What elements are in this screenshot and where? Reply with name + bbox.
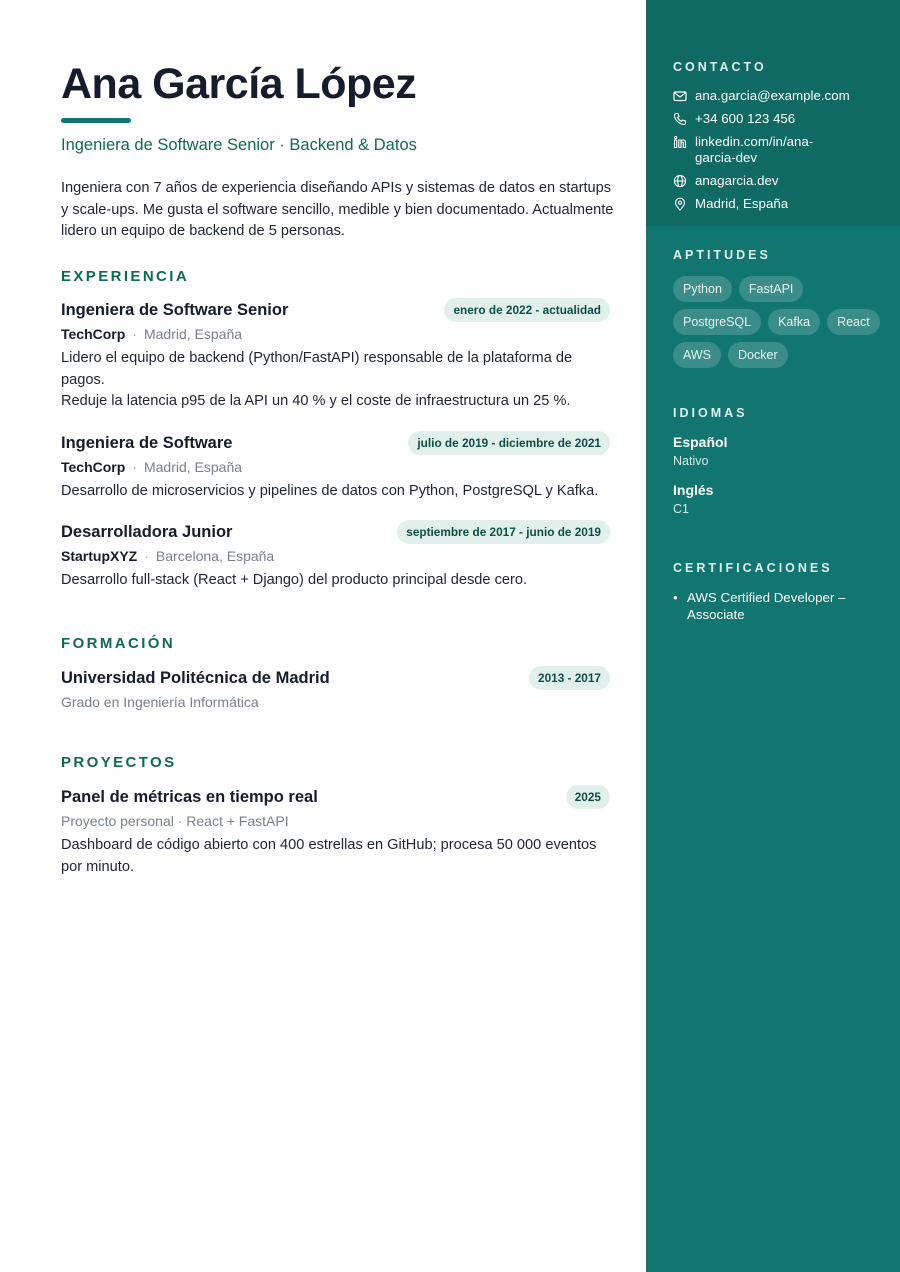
location-text: Madrid, España <box>695 196 789 211</box>
contact-website[interactable] <box>673 173 876 189</box>
language-level: Nativo <box>673 454 709 468</box>
language-item <box>673 434 883 468</box>
summary: Ingeniera con 7 años de experiencia diseñando APIs y sistemas de datos en startups y scale-ups. Me gusta el software sencillo, medible y bien documentado. Actualmente lidero un equipo de backend de 5 personas. <box>61 180 614 239</box>
skill-tag: Docker <box>728 342 788 368</box>
experience-entry <box>61 519 610 592</box>
language-name: Inglés <box>673 482 714 498</box>
skills-list <box>673 276 883 368</box>
section-title-skills: APTITUDES <box>673 248 771 262</box>
skills-section <box>673 248 883 368</box>
contact-location <box>673 196 876 212</box>
mail-icon <box>673 89 687 103</box>
school-name: Universidad Politécnica de Madrid <box>61 668 330 687</box>
project-description: Dashboard de código abierto con 400 estrellas en GitHub; procesa 50 000 eventos por minuto. <box>61 837 597 875</box>
job-org-line <box>61 326 610 342</box>
skill-tag: AWS <box>673 342 721 368</box>
linkedin-line: garcia-dev <box>695 150 758 165</box>
project-entry <box>61 784 610 878</box>
section-title-certifications: CERTIFICACIONES <box>673 561 833 575</box>
section-title-projects: PROYECTOS <box>61 754 177 771</box>
email-text[interactable]: ana.garcia@example.com <box>695 88 850 103</box>
name-underline <box>61 118 131 123</box>
company-name: TechCorp <box>61 326 126 342</box>
date-badge: julio de 2019 - diciembre de 2021 <box>408 431 610 455</box>
job-location: Barcelona, España <box>155 548 275 564</box>
skill-tag: Python <box>673 276 732 302</box>
education-entry <box>61 665 610 710</box>
date-badge: 2013 - 2017 <box>529 666 610 690</box>
skill-tag: FastAPI <box>739 276 803 302</box>
project-meta: Proyecto personal · React + FastAPI <box>61 813 289 829</box>
job-description-line: Reduje la latencia p95 de la API un 40 % y el coste de infraestructura un 25 %. <box>61 393 571 409</box>
separator-dot: · <box>144 548 149 564</box>
language-name: Español <box>673 434 728 450</box>
contact-linkedin[interactable] <box>673 134 876 166</box>
skill-tag: Kafka <box>768 309 820 335</box>
company-name: StartupXYZ <box>61 548 138 564</box>
job-location: Madrid, España <box>143 326 243 342</box>
experience-entry <box>61 297 610 413</box>
language-item <box>673 482 883 516</box>
section-title-experience: EXPERIENCIA <box>61 268 190 285</box>
degree: Grado en Ingeniería Informática <box>61 694 259 710</box>
job-description <box>61 348 610 413</box>
linkedin-icon <box>673 135 687 149</box>
phone-icon <box>673 112 687 126</box>
candidate-name: Ana García López <box>61 60 417 108</box>
phone-text[interactable]: +34 600 123 456 <box>695 111 796 126</box>
section-title-contact: CONTACTO <box>673 60 767 74</box>
contact-phone[interactable] <box>673 111 876 127</box>
skill-tag: React <box>827 309 880 335</box>
linkedin-text[interactable] <box>695 134 813 166</box>
tagline: Ingeniera de Software Senior · Backend & Datos <box>61 136 417 154</box>
section-title-education: FORMACIÓN <box>61 635 176 652</box>
globe-icon <box>673 174 687 188</box>
sidebar <box>646 0 900 1272</box>
job-location: Madrid, España <box>143 459 243 475</box>
separator-dot: · <box>132 326 137 342</box>
job-title: Desarrolladora Junior <box>61 522 233 541</box>
section-title-languages: IDIOMAS <box>673 406 748 420</box>
job-org-line <box>61 459 610 475</box>
project-name: Panel de métricas en tiempo real <box>61 787 318 806</box>
contact-block <box>646 0 900 226</box>
separator-dot: · <box>132 459 137 475</box>
date-badge: septiembre de 2017 - junio de 2019 <box>397 520 610 544</box>
company-name: TechCorp <box>61 459 126 475</box>
certifications-section <box>673 561 883 623</box>
map-pin-icon <box>673 197 687 211</box>
cert-item: • AWS Certified Developer – Associate <box>673 589 883 623</box>
job-org-line <box>61 548 610 564</box>
language-level: C1 <box>673 502 689 516</box>
job-description-line: Lidero el equipo de backend (Python/FastAPI) responsable de la plataforma de pagos. <box>61 350 573 388</box>
job-title: Ingeniera de Software Senior <box>61 300 289 319</box>
date-badge: enero de 2022 - actualidad <box>444 298 610 322</box>
experience-entry <box>61 430 610 503</box>
website-text[interactable]: anagarcia.dev <box>695 173 779 188</box>
skill-tag: PostgreSQL <box>673 309 761 335</box>
cert-list <box>673 589 883 623</box>
job-title: Ingeniera de Software <box>61 433 233 452</box>
contact-email[interactable] <box>673 88 876 104</box>
languages-section <box>673 406 883 516</box>
date-badge: 2025 <box>566 785 610 809</box>
job-description: Desarrollo full-stack (React + Django) del producto principal desde cero. <box>61 572 528 588</box>
job-description: Desarrollo de microservicios y pipelines de datos con Python, PostgreSQL y Kafka. <box>61 483 599 499</box>
linkedin-line: linkedin.com/in/ana- <box>695 134 814 149</box>
